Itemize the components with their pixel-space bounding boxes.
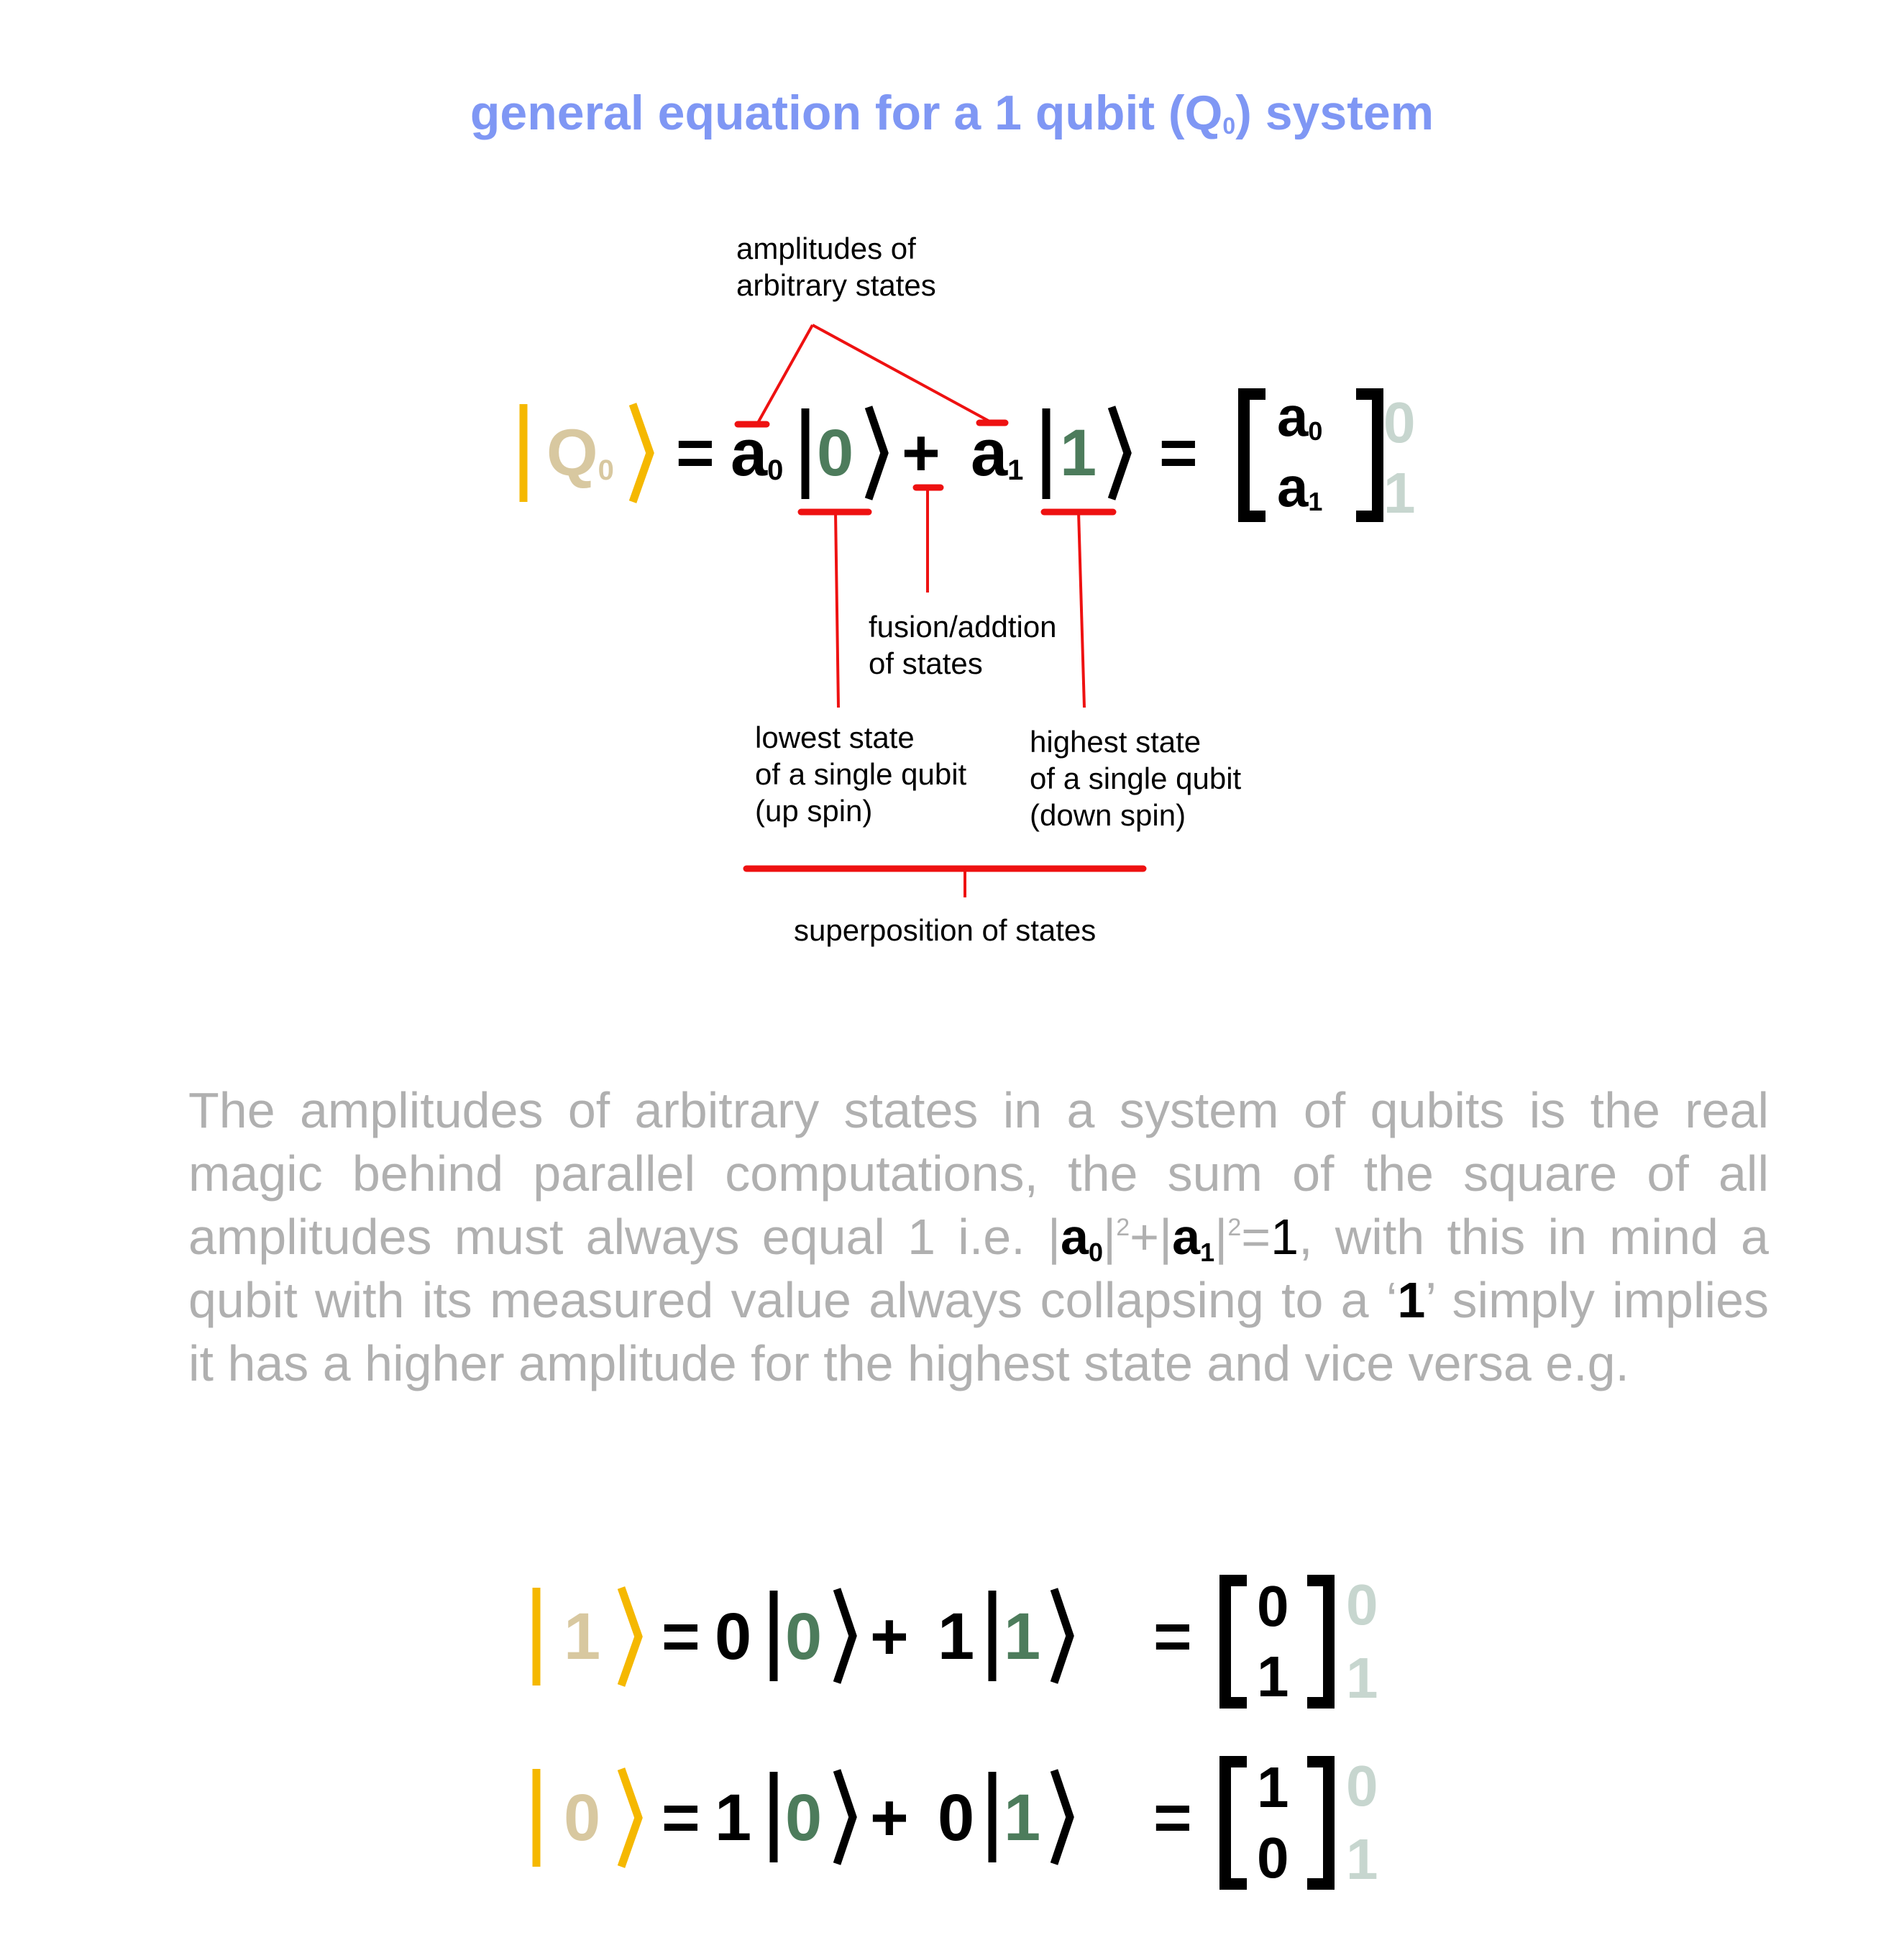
ex1-left-bracket (1225, 1581, 1241, 1703)
vector-entry-a0: $a_0$ (1277, 385, 1323, 448)
ex2-ket-angle (621, 1769, 639, 1867)
vector-index-1: 1 (1383, 461, 1416, 525)
ex1-index-1: 1 (1346, 1646, 1378, 1710)
ex1-basis-0: 0 (785, 1600, 823, 1673)
vector-entry-a1: $a_1$ (1277, 455, 1323, 518)
ex1-vector-bottom: 1 (1257, 1645, 1289, 1709)
basis-state-1: 1 (1060, 416, 1097, 490)
annotation-superposition: superposition of states (794, 913, 1097, 947)
ex2-vector-bottom: 0 (1257, 1826, 1289, 1890)
annotation-amplitudes: amplitudes of arbitrary states (736, 232, 936, 303)
ex2-angle-basis0 (837, 1770, 853, 1864)
ex1-ket-label: 1 (564, 1600, 601, 1673)
amplitude-a1: $a_1$ (971, 416, 1024, 490)
ket-angle-basis1 (1112, 407, 1127, 499)
plus-sign: + (902, 416, 940, 490)
ex1-coefficient-1: 1 (938, 1600, 975, 1673)
ex2-basis-1: 1 (1004, 1781, 1041, 1854)
ex2-left-bracket (1225, 1762, 1241, 1884)
ex2-coefficient-1: 0 (938, 1781, 975, 1854)
vector-right-bracket (1362, 394, 1378, 516)
ex1-coefficient-0: 0 (715, 1600, 752, 1673)
ex2-right-bracket (1313, 1762, 1329, 1884)
ex1-angle-basis0 (837, 1589, 853, 1683)
ex2-index-1: 1 (1346, 1827, 1378, 1891)
ex1-plus: + (870, 1600, 909, 1673)
ex2-equals-vector: = (1153, 1781, 1192, 1854)
ex1-ket-angle (621, 1588, 639, 1686)
ex1-index-0: 0 (1346, 1573, 1378, 1637)
page-title: general equation for a 1 qubit $(Q_0)$ system (470, 86, 1434, 140)
annotation-lowest-state: lowest state of a single qubit (up spin) (755, 721, 967, 828)
explanation-paragraph: The amplitudes of arbitrary states in a system of qubits is the real magic behind parallel computations, the sum of the square of all amplitudes must always equal 1 i.e. $|a_0|^2+|a_1|^2=1$, with this in mind a qubit with its measured value always collapsing to a ‘1’ simply implies it has a higher amplitude for the highest state and vice versa e.g. (188, 1082, 1769, 1391)
ex1-angle-basis1 (1054, 1589, 1070, 1683)
ex2-basis-0: 0 (785, 1781, 823, 1854)
ex2-angle-basis1 (1054, 1770, 1070, 1864)
ex1-equals-vector: = (1153, 1600, 1192, 1673)
equals-sign-2: = (1159, 416, 1198, 490)
ex2-index-0: 0 (1346, 1754, 1378, 1818)
ket-angle-q0 (633, 404, 650, 502)
ex1-basis-1: 1 (1004, 1600, 1041, 1673)
ket-label-q0: $Q_0$ (546, 416, 614, 490)
ket-angle-basis0 (869, 407, 884, 499)
ex2-vector-top: 1 (1257, 1755, 1289, 1819)
amplitude-a0: $a_0$ (731, 416, 784, 490)
ex2-plus: + (870, 1781, 909, 1854)
ex1-vector-top: 0 (1257, 1574, 1289, 1638)
annotation-highest-state: highest state of a single qubit (down spin) (1030, 725, 1242, 833)
equals-sign-1: = (676, 416, 715, 490)
ex1-equals: = (662, 1600, 700, 1673)
ex2-ket-label: 0 (564, 1781, 601, 1854)
vector-left-bracket (1244, 394, 1260, 516)
ex2-equals: = (662, 1781, 700, 1854)
basis-state-0: 0 (817, 416, 854, 490)
ex1-right-bracket (1313, 1581, 1329, 1703)
vector-index-0: 0 (1383, 390, 1416, 454)
annotation-fusion: fusion/addtion of states (869, 610, 1057, 681)
ex2-coefficient-0: 1 (715, 1781, 752, 1854)
